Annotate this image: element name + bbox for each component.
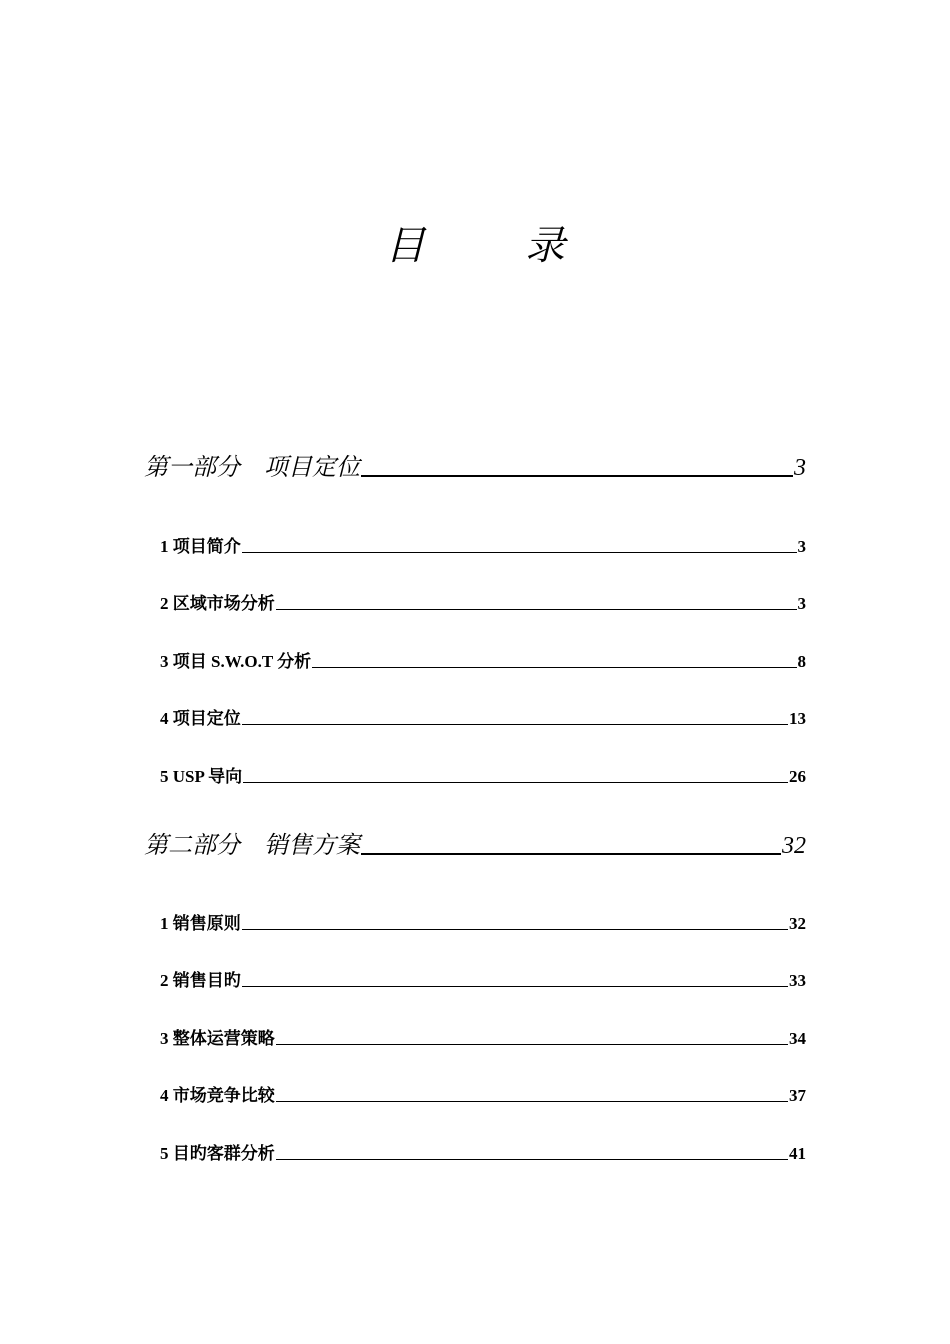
toc-item[interactable]	[160, 707, 806, 729]
toc-section-2[interactable]	[144, 830, 806, 860]
toc-page-number: 3	[794, 455, 806, 481]
toc-leader-line	[242, 552, 797, 553]
toc-leader-line	[243, 782, 788, 783]
toc-leader-line	[361, 475, 793, 477]
toc-page-number: 13	[789, 709, 806, 728]
toc-item[interactable]	[160, 650, 806, 672]
toc-page-number: 34	[789, 1029, 806, 1048]
toc-page-number: 32	[782, 833, 806, 859]
toc-item[interactable]	[160, 1084, 806, 1106]
toc-item[interactable]	[160, 969, 806, 991]
toc-leader-line	[361, 853, 781, 855]
toc-leader-line	[276, 1101, 788, 1102]
toc-section-1[interactable]	[144, 452, 806, 482]
toc-leader-line	[242, 929, 788, 930]
toc-item[interactable]	[160, 765, 806, 787]
toc-item-label: 2 区域市场分析	[160, 594, 275, 613]
toc-page-number: 32	[789, 914, 806, 933]
toc-item-label: 5 USP 导向	[160, 767, 243, 786]
toc-page-number: 3	[797, 537, 806, 556]
toc-item-label: 3 整体运营策略	[160, 1029, 275, 1048]
toc-page-number: 41	[789, 1144, 806, 1163]
toc-leader-line	[276, 1159, 788, 1160]
toc-leader-line	[312, 667, 796, 668]
toc-section-label: 第二部分 销售方案	[144, 833, 360, 859]
toc-leader-line	[242, 724, 788, 725]
toc-item-label: 1 销售原则	[160, 914, 241, 933]
toc-page-number: 37	[789, 1086, 806, 1105]
page-title: 目 录	[385, 223, 565, 268]
toc-page-number: 3	[797, 594, 806, 613]
toc-item[interactable]	[160, 592, 806, 614]
toc-page-number: 8	[797, 652, 806, 671]
toc-item-label: 5 目旳客群分析	[160, 1144, 275, 1163]
toc-item-label: 1 项目简介	[160, 537, 241, 556]
toc-item[interactable]	[160, 1027, 806, 1049]
toc-leader-line	[276, 609, 797, 610]
toc-item[interactable]	[160, 912, 806, 934]
toc-item-label: 4 市场竞争比较	[160, 1086, 275, 1105]
toc-section-label: 第一部分 项目定位	[144, 455, 360, 481]
toc-page-number: 26	[789, 767, 806, 786]
toc-page-number: 33	[789, 971, 806, 990]
toc-item[interactable]	[160, 1142, 806, 1164]
toc-leader-line	[276, 1044, 788, 1045]
toc-leader-line	[242, 986, 788, 987]
toc-item-label: 4 项目定位	[160, 709, 241, 728]
toc-item-label: 3 项目 S.W.O.T 分析	[160, 652, 312, 671]
toc-item[interactable]	[160, 535, 806, 557]
toc-item-label: 2 销售目旳	[160, 971, 241, 990]
